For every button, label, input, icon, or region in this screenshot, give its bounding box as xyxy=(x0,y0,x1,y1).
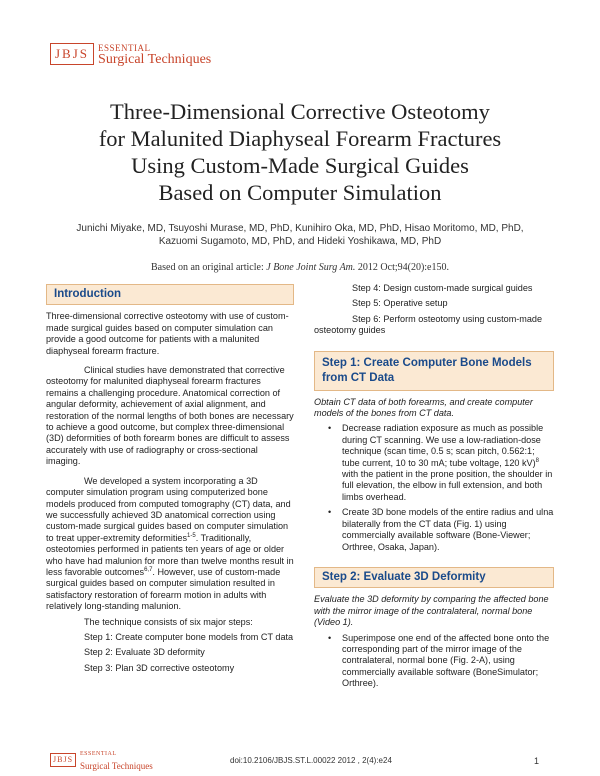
intro-para-3 xyxy=(46,476,294,613)
footer-logo xyxy=(50,748,153,772)
logo-text xyxy=(98,42,211,66)
ref-sup-1: 1-5 xyxy=(187,532,196,539)
step1-heading: Step 1: Create Computer Bone Models from CT Data xyxy=(314,351,554,391)
bullet1-a: Decrease radiation exposure as much as possible during CT scanning. We use a low-radiation-dose technique (scan time, 0.5 s; scan pitch, 0.562:1; tube current, 10 to 30 mA; tube voltage, 120 kV) xyxy=(342,423,544,468)
ref-sup-2: 6,7 xyxy=(144,566,153,573)
step1-bullets xyxy=(314,423,554,552)
logo-line1: ESSENTIAL xyxy=(98,43,151,53)
based-on-prefix: Based on an original article: xyxy=(151,262,264,273)
based-on-citation: 2012 Oct;94(20):e150. xyxy=(357,262,449,273)
footer-logo-line1: ESSENTIAL xyxy=(80,751,117,757)
bullet1-b: with the patient in the prone position, the shoulder in full elevation, the elbow in full extension, and both limbs overhead. xyxy=(342,469,553,502)
intro-para-4: The technique consists of six major steps: xyxy=(84,616,253,627)
authors xyxy=(60,222,540,248)
title-line-2: for Malunited Diaphyseal Forearm Fractures xyxy=(98,126,502,151)
step-line-5: Step 5: Operative setup xyxy=(352,298,448,309)
journal-logo xyxy=(50,40,211,68)
article-title xyxy=(40,98,560,206)
step2-heading: Step 2: Evaluate 3D Deformity xyxy=(314,567,554,588)
step2-bullet-1: • Superimpose one end of the affected bone onto the corresponding part of the mirror image of the contralateral, normal bone (Fig. 2-A), using commercially available software (BoneSimulator; Orthree). xyxy=(314,633,554,690)
title-line-1: Three-Dimensional Corrective Osteotomy xyxy=(110,99,490,124)
logo-box: JBJS xyxy=(50,43,94,65)
title-line-3: Using Custom-Made Surgical Guides xyxy=(131,153,469,178)
intro-para-1: Three-dimensional corrective osteotomy with use of custom-made surgical guides based on computer simulation can provide a good outcome for patients with a malunited diaphyseal forearm fracture. xyxy=(46,311,289,356)
footer-logo-text xyxy=(80,748,153,772)
para3-c: . However, use of custom-made surgical guides based on computer simulation resulted in satisfactory restoration of forearm motion in adults with relatively long-standing malunion. xyxy=(46,566,281,612)
intro-heading: Introduction xyxy=(46,284,294,305)
step-line-2: Step 2: Evaluate 3D deformity xyxy=(84,647,205,658)
ref-sup-8: 8 xyxy=(535,457,539,464)
footer-logo-line2: Surgical Techniques xyxy=(80,761,153,771)
title-line-4: Based on Computer Simulation xyxy=(158,180,442,205)
footer-logo-box: JBJS xyxy=(50,753,76,767)
page-number: 1 xyxy=(534,756,540,766)
step-line-4: Step 4: Design custom-made surgical guides xyxy=(352,283,533,293)
step2-lead: Evaluate the 3D deformity by comparing the affected bone with the mirror image of the contralateral, normal bone (Video 1). xyxy=(314,594,549,628)
step-line-1: Step 1: Create computer bone models from CT data xyxy=(84,631,294,642)
step-line-6: Step 6: Perform osteotomy using custom-made osteotomy guides xyxy=(314,313,543,336)
authors-line-2: Kazuomi Sugamoto, MD, PhD, and Hideki Yoshikawa, MD, PhD xyxy=(158,236,442,247)
step2-bullets xyxy=(314,633,554,690)
logo-line2: Surgical Techniques xyxy=(98,52,212,67)
step1-bullet-2: • Create 3D bone models of the entire radius and ulna bilaterally from the CT data (Fig. 1) using commercially available software (Bone-Viewer; Orthree, Osaka, Japan). xyxy=(314,507,554,553)
intro-para-2: Clinical studies have demonstrated that corrective osteotomy for malunited diaphyseal forearm fractures remains a challenging procedure. Anatomical correction of angular deformity, achievement of axial alignment, and restoration of the normal lengths of both bones are necessary to achieve a good outcome, but complex three-dimensional (3D) deformities of both forearm bones are difficult to assess accurately with use of radiography or cross-sectional imaging. xyxy=(46,365,294,467)
authors-line-1: Junichi Miyake, MD, Tsuyoshi Murase, MD, PhD, Kunihiro Oka, MD, PhD, Hisao Moritomo, MD, PhD, xyxy=(76,223,524,234)
para3-a: We developed a system incorporating a 3D computer simulation program using computerized bone models produced from computed tomography (CT) data, and we successfully achieved 3D anatomical correction using custom-made surgical guides based on computer simulation to treat upper-extremity deformities xyxy=(46,475,291,543)
based-on xyxy=(60,262,540,273)
left-column xyxy=(46,284,294,674)
step-line-3: Step 3: Plan 3D corrective osteotomy xyxy=(84,662,235,673)
right-column xyxy=(314,283,554,694)
doi: doi:10.2106/JBJS.ST.L.00022 2012 , 2(4):e24 xyxy=(230,756,392,765)
based-on-journal: J Bone Joint Surg Am. xyxy=(266,262,356,273)
step1-bullet-1 xyxy=(314,423,554,503)
para3-b: . Traditionally, osteotomies performed in patients ten years of age or older who have had malunion for more than twelve months result in less favorable outcomes xyxy=(46,532,294,577)
step1-lead: Obtain CT data of both forearms, and create computer models of the bones from CT data. xyxy=(314,396,533,419)
